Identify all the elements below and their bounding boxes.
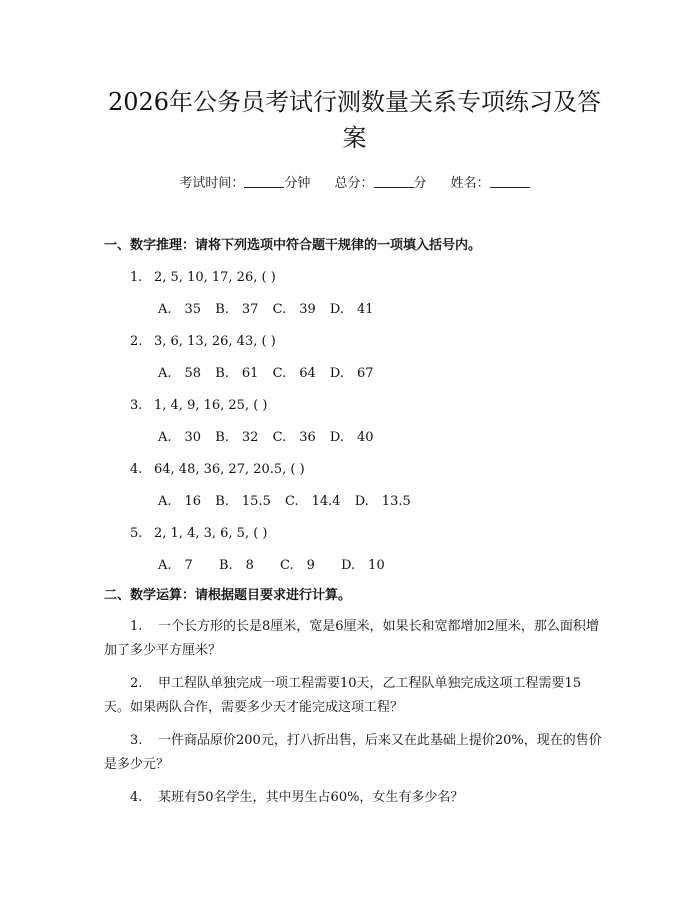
option-d: D. 67 xyxy=(329,366,374,381)
option-c: C. 14.4 xyxy=(285,494,341,509)
option-b: B. 37 xyxy=(215,302,259,317)
total-score xyxy=(334,174,426,194)
exam-info-line xyxy=(104,174,605,194)
section-2-question-2 xyxy=(104,672,605,720)
question-number: 5. xyxy=(130,526,143,541)
option-a: A. 35 xyxy=(158,302,202,317)
option-b: B. 61 xyxy=(215,366,259,381)
question-stem: 1, 4, 9, 16, 25, ( ) xyxy=(154,398,268,413)
option-d: D. 41 xyxy=(329,302,374,317)
question-stem: 2, 1, 4, 3, 6, 5, ( ) xyxy=(154,526,268,541)
section-1-question-5 xyxy=(104,524,605,576)
total-score-unit: 分 xyxy=(413,176,427,191)
question-text: 甲工程队单独完成一项工程需要10天，乙工程队单独完成这项工程需要15天。如果两队合作，需要多少天才能完成这项工程？ xyxy=(104,676,582,715)
question-number: 2. xyxy=(130,676,143,691)
section-1-question-3 xyxy=(104,396,605,448)
question-number: 4. xyxy=(130,790,143,805)
option-d: D. 40 xyxy=(329,430,374,445)
total-score-label: 总分： xyxy=(334,176,374,191)
student-name-blank xyxy=(490,175,530,188)
option-a: A. 16 xyxy=(158,494,202,509)
question-stem: 2, 5, 10, 17, 26, ( ) xyxy=(154,270,276,285)
option-c: C. 9 xyxy=(280,558,315,573)
option-a: A. 30 xyxy=(158,430,202,445)
question-stem: 64, 48, 36, 27, 20.5, ( ) xyxy=(154,462,305,477)
option-c: C. 36 xyxy=(272,430,316,445)
option-d: D. 13.5 xyxy=(354,494,411,509)
section-1-question-4 xyxy=(104,460,605,512)
option-c: C. 64 xyxy=(272,366,316,381)
exam-time-label: 考试时间： xyxy=(179,176,245,191)
exam-time xyxy=(179,174,310,194)
question-text: 一件商品原价200元，打八折出售，后来又在此基础上提价20%，现在的售价是多少元？ xyxy=(104,733,602,772)
question-number: 3. xyxy=(130,733,143,748)
question-number: 2. xyxy=(130,334,143,349)
question-number: 1. xyxy=(130,619,143,634)
option-a: A. 7 xyxy=(158,558,193,573)
total-score-blank xyxy=(374,175,414,188)
page-title: 2026年公务员考试行测数量关系专项练习及答案 xyxy=(107,88,602,152)
section-2-question-4 xyxy=(104,786,605,810)
question-number: 1. xyxy=(130,270,143,285)
option-b: B. 8 xyxy=(218,558,254,573)
student-name-label: 姓名： xyxy=(450,176,490,191)
question-number: 4. xyxy=(130,462,143,477)
question-text: 一个长方形的长是8厘米，宽是6厘米，如果长和宽都增加2厘米，那么面积增加了多少平方厘米？ xyxy=(104,619,599,658)
option-b: B. 32 xyxy=(215,430,259,445)
section-1-question-2 xyxy=(104,332,605,384)
question-stem: 3, 6, 13, 26, 43, ( ) xyxy=(154,334,276,349)
section-1-question-1 xyxy=(104,268,605,320)
option-d: D. 10 xyxy=(341,558,385,573)
exam-time-blank xyxy=(244,175,284,188)
section-2-question-3 xyxy=(104,729,605,777)
section-1-heading: 一、数字推理：请将下列选项中符合题干规律的一项填入括号内。 xyxy=(104,238,482,253)
section-2-question-1 xyxy=(104,615,605,663)
student-name xyxy=(451,174,530,194)
question-text: 某班有50名学生，其中男生占60%，女生有多少名？ xyxy=(158,790,464,805)
exam-time-unit: 分钟 xyxy=(284,176,311,191)
option-b: B. 15.5 xyxy=(215,494,271,509)
option-c: C. 39 xyxy=(272,302,316,317)
option-a: A. 58 xyxy=(158,366,202,381)
question-number: 3. xyxy=(130,398,143,413)
section-2-heading: 二、数学运算：请根据题目要求进行计算。 xyxy=(104,588,352,603)
